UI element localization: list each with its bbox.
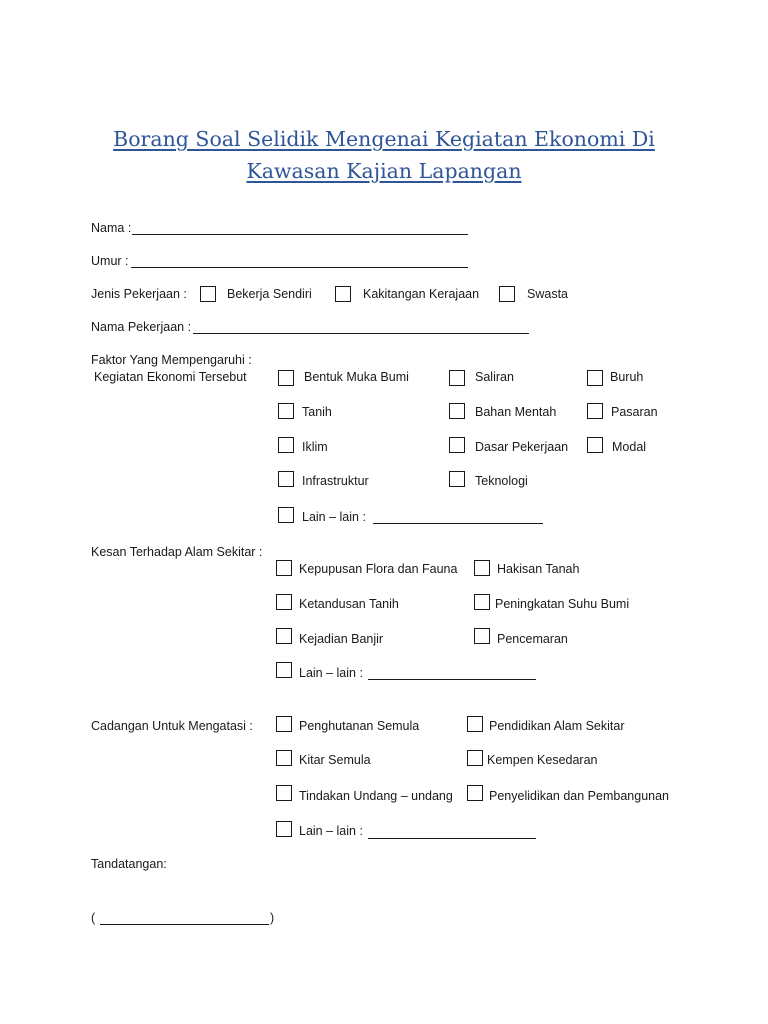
cadangan-lain-label: Lain – lain : — [299, 824, 363, 838]
checkbox-saliran[interactable] — [449, 370, 465, 386]
checkbox-dasar-pekerjaan[interactable] — [449, 437, 465, 453]
option-peningkatan-suhu-bumi: Peningkatan Suhu Bumi — [495, 597, 630, 611]
option-tindakan-undang: Tindakan Undang – undang — [299, 789, 453, 803]
checkbox-pasaran[interactable] — [587, 403, 603, 419]
checkbox-kepupusan-flora-fauna[interactable] — [276, 560, 292, 576]
option-iklim: Iklim — [302, 440, 328, 454]
checkbox-kitar-semula[interactable] — [276, 750, 292, 766]
faktor-lain-label: Lain – lain : — [302, 510, 366, 524]
checkbox-hakisan-tanah[interactable] — [474, 560, 490, 576]
form-title-line-1: Borang Soal Selidik Mengenai Kegiatan Ekonomi Di — [113, 127, 655, 151]
checkbox-bahan-mentah[interactable] — [449, 403, 465, 419]
nama-pekerjaan-label: Nama Pekerjaan : — [91, 320, 192, 334]
option-kepupusan-flora-fauna: Kepupusan Flora dan Fauna — [299, 562, 458, 576]
checkbox-pencemaran[interactable] — [474, 628, 490, 644]
signature-close-paren: ) — [270, 911, 275, 925]
checkbox-bekerja-sendiri[interactable] — [200, 286, 216, 302]
checkbox-cadangan-lain[interactable] — [276, 821, 292, 837]
option-buruh: Buruh — [610, 370, 644, 384]
umur-label: Umur : — [91, 254, 129, 268]
nama-label: Nama : — [91, 221, 132, 235]
checkbox-faktor-lain[interactable] — [278, 507, 294, 523]
checkbox-kesan-lain[interactable] — [276, 662, 292, 678]
checkbox-tanih[interactable] — [278, 403, 294, 419]
checkbox-infrastruktur[interactable] — [278, 471, 294, 487]
signature-open-paren: ( — [91, 911, 96, 925]
checkbox-tindakan-undang[interactable] — [276, 785, 292, 801]
checkbox-pendidikan-alam-sekitar[interactable] — [467, 716, 483, 732]
option-kejadian-banjir: Kejadian Banjir — [299, 632, 384, 646]
option-dasar-pekerjaan: Dasar Pekerjaan — [475, 440, 569, 454]
checkbox-penyelidikan-pembangunan[interactable] — [467, 785, 483, 801]
option-swasta: Swasta — [527, 287, 568, 301]
checkbox-swasta[interactable] — [499, 286, 515, 302]
nama-pekerjaan-field[interactable] — [193, 333, 529, 334]
nama-field[interactable] — [132, 234, 468, 235]
option-ketandusan-tanih: Ketandusan Tanih — [299, 597, 399, 611]
option-bentuk-muka-bumi: Bentuk Muka Bumi — [304, 370, 409, 384]
umur-field[interactable] — [131, 267, 468, 268]
option-pendidikan-alam-sekitar: Pendidikan Alam Sekitar — [489, 719, 625, 733]
checkbox-penghutanan-semula[interactable] — [276, 716, 292, 732]
option-bahan-mentah: Bahan Mentah — [475, 405, 557, 419]
jenis-pekerjaan-label: Jenis Pekerjaan : — [91, 287, 187, 301]
checkbox-ketandusan-tanih[interactable] — [276, 594, 292, 610]
checkbox-kakitangan-kerajaan[interactable] — [335, 286, 351, 302]
checkbox-bentuk-muka-bumi[interactable] — [278, 370, 294, 386]
option-pasaran: Pasaran — [611, 405, 658, 419]
form-title-line-2: Kawasan Kajian Lapangan — [246, 159, 522, 183]
faktor-label-line-2: Kegiatan Ekonomi Tersebut — [94, 370, 247, 384]
checkbox-teknologi[interactable] — [449, 471, 465, 487]
kesan-lain-label: Lain – lain : — [299, 666, 363, 680]
option-saliran: Saliran — [475, 370, 514, 384]
cadangan-lain-field[interactable] — [368, 838, 536, 839]
checkbox-peningkatan-suhu-bumi[interactable] — [474, 594, 490, 610]
checkbox-kempen-kesedaran[interactable] — [467, 750, 483, 766]
option-infrastruktur: Infrastruktur — [302, 474, 369, 488]
checkbox-kejadian-banjir[interactable] — [276, 628, 292, 644]
option-teknologi: Teknologi — [475, 474, 528, 488]
option-kempen-kesedaran: Kempen Kesedaran — [487, 753, 598, 767]
option-pencemaran: Pencemaran — [497, 632, 568, 646]
cadangan-label: Cadangan Untuk Mengatasi : — [91, 719, 253, 733]
kesan-lain-field[interactable] — [368, 679, 536, 680]
faktor-lain-field[interactable] — [373, 523, 543, 524]
option-kitar-semula: Kitar Semula — [299, 753, 371, 767]
kesan-label: Kesan Terhadap Alam Sekitar : — [91, 545, 263, 559]
option-hakisan-tanah: Hakisan Tanah — [497, 562, 580, 576]
option-kakitangan-kerajaan: Kakitangan Kerajaan — [363, 287, 480, 301]
faktor-label-line-1: Faktor Yang Mempengaruhi : — [91, 353, 252, 367]
checkbox-iklim[interactable] — [278, 437, 294, 453]
tandatangan-label: Tandatangan: — [91, 857, 167, 871]
option-bekerja-sendiri: Bekerja Sendiri — [227, 287, 312, 301]
option-penyelidikan-pembangunan: Penyelidikan dan Pembangunan — [489, 789, 669, 803]
checkbox-modal[interactable] — [587, 437, 603, 453]
option-modal: Modal — [612, 440, 647, 454]
option-penghutanan-semula: Penghutanan Semula — [299, 719, 420, 733]
checkbox-buruh[interactable] — [587, 370, 603, 386]
signature-field[interactable] — [100, 924, 269, 925]
option-tanih: Tanih — [302, 405, 332, 419]
